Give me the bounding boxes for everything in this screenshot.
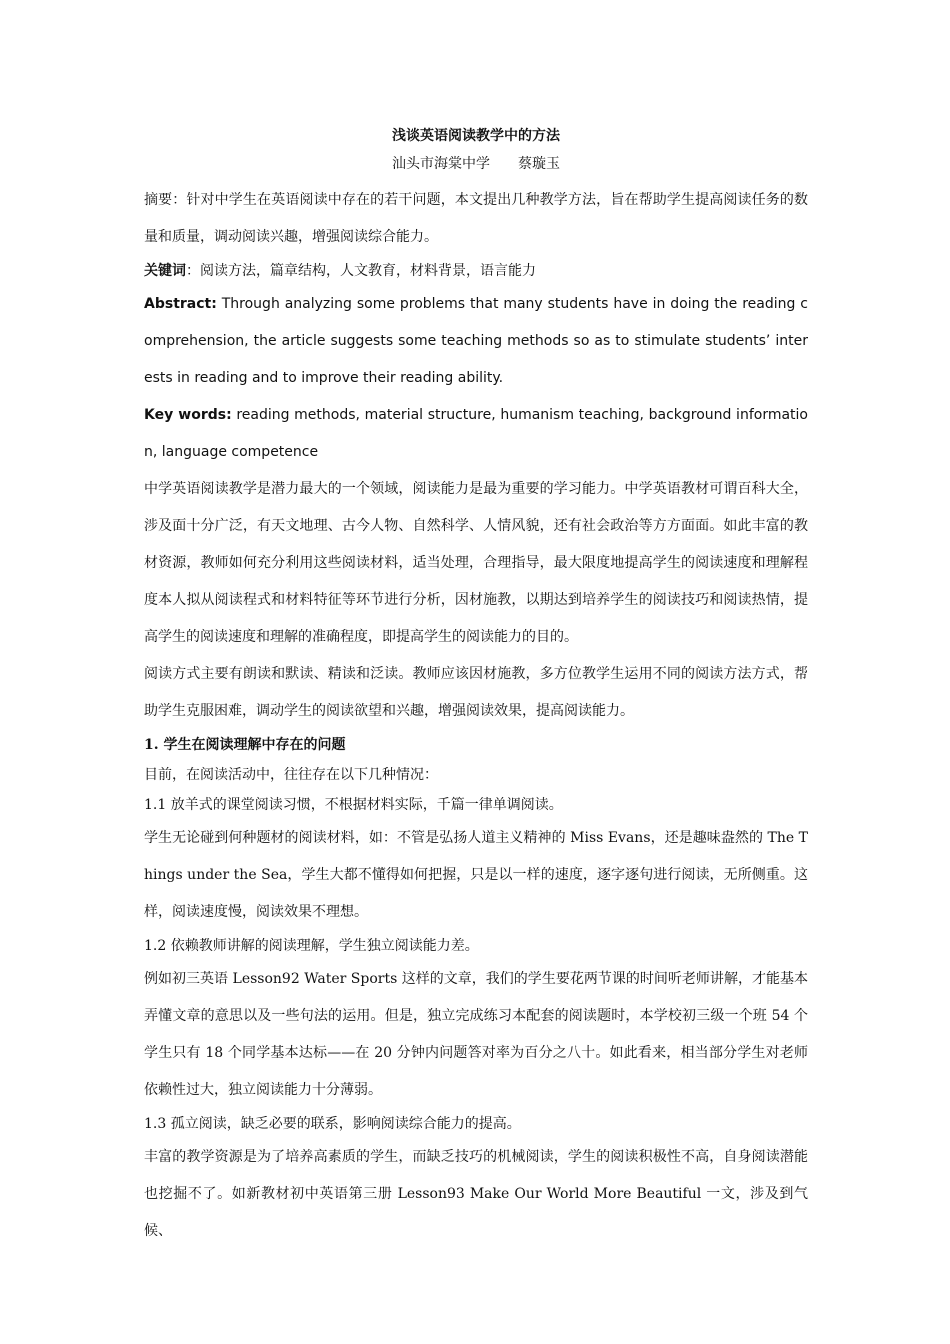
paragraph-1-1: 学生无论碰到何种题材的阅读材料，如：不管是弘扬人道主义精神的 Miss Evans，还是趣味盎然的 The Things under the Sea，学生大都不懂得如何把握，只是以一样的速度，逐字逐句进行阅读，无所侧重。这样，阅读速度慢，阅读效果不理想。 (144, 830, 808, 920)
subheading-1-3: 1.3 孤立阅读，缺乏必要的联系，影响阅读综合能力的提高。 (144, 1116, 521, 1132)
keywords-en (144, 397, 808, 471)
abstract-cn (144, 182, 808, 256)
keywords-cn-label: 关键词 (144, 263, 186, 279)
author-line: 汕头市海棠中学 蔡璇玉 (392, 156, 560, 172)
abstract-en (144, 286, 808, 397)
abstract-cn-text: 针对中学生在英语阅读中存在的若干问题，本文提出几种教学方法，旨在帮助学生提高阅读任务的数量和质量，调动阅读兴趣，增强阅读综合能力。 (144, 192, 809, 245)
keywords-en-label: Key words: (144, 407, 232, 423)
abstract-en-text: Through analyzing some problems that many students have in doing the reading comprehension, the article suggests some teaching methods so as to stimulate students’ interests in reading and to improve their reading ability. (144, 296, 808, 386)
abstract-cn-label: 摘要： (144, 192, 187, 208)
abstract-en-label: Abstract: (144, 296, 217, 312)
subheading-1-2: 1.2 依赖教师讲解的阅读理解，学生独立阅读能力差。 (144, 938, 479, 954)
keywords-en-text: reading methods, material structure, humanism teaching, background information, language competence (144, 407, 808, 460)
keywords-cn (144, 256, 808, 286)
document-body (144, 120, 808, 1250)
paragraph-methods: 阅读方式主要有朗读和默读、精读和泛读。教师应该因材施教，多方位教学生运用不同的阅读方法方式，帮助学生克服困难，调动学生的阅读欲望和兴趣，增强阅读效果，提高阅读能力。 (144, 666, 808, 719)
subheading-1-1: 1.1 放羊式的课堂阅读习惯，不根据材料实际，千篇一律单调阅读。 (144, 797, 563, 813)
paragraph-1-3: 丰富的教学资源是为了培养高素质的学生，而缺乏技巧的机械阅读，学生的阅读积极性不高，自身阅读潜能也挖掘不了。如新教材初中英语第三册 Lesson93 Make Our World More Beautiful 一文，涉及到气候、 (144, 1149, 808, 1239)
paragraph-intro: 中学英语阅读教学是潜力最大的一个领域，阅读能力是最为重要的学习能力。中学英语教材可谓百科大全，涉及面十分广泛，有天文地理、古今人物、自然科学、人情风貌，还有社会政治等方方面面。如此丰富的教材资源，教师如何充分利用这些阅读材料，适当处理，合理指导，最大限度地提高学生的阅读速度和理解程度本人拟从阅读程式和材料特征等环节进行分析，因材施教，以期达到培养学生的阅读技巧和阅读热情，提高学生的阅读速度和理解的准确程度，即提高学生的阅读能力的目的。 (144, 481, 808, 645)
section-heading-1: 1. 学生在阅读理解中存在的问题 (144, 737, 346, 753)
paragraph-situations: 目前，在阅读活动中，往往存在以下几种情况： (144, 767, 438, 783)
keywords-cn-text: ：阅读方法，篇章结构，人文教育，材料背景，语言能力 (186, 263, 536, 279)
document-title: 浅谈英语阅读教学中的方法 (392, 128, 560, 144)
paragraph-1-2: 例如初三英语 Lesson92 Water Sports 这样的文章，我们的学生要花两节课的时间听老师讲解，才能基本弄懂文章的意思以及一些句法的运用。但是，独立完成练习本配套的阅读题时，本学校初三级一个班 54 个学生只有 18 个同学基本达标——在 20 分钟内问题答对率为百分之八十。如此看来，相当部分学生对老师依赖性过大，独立阅读能力十分薄弱。 (144, 971, 808, 1098)
